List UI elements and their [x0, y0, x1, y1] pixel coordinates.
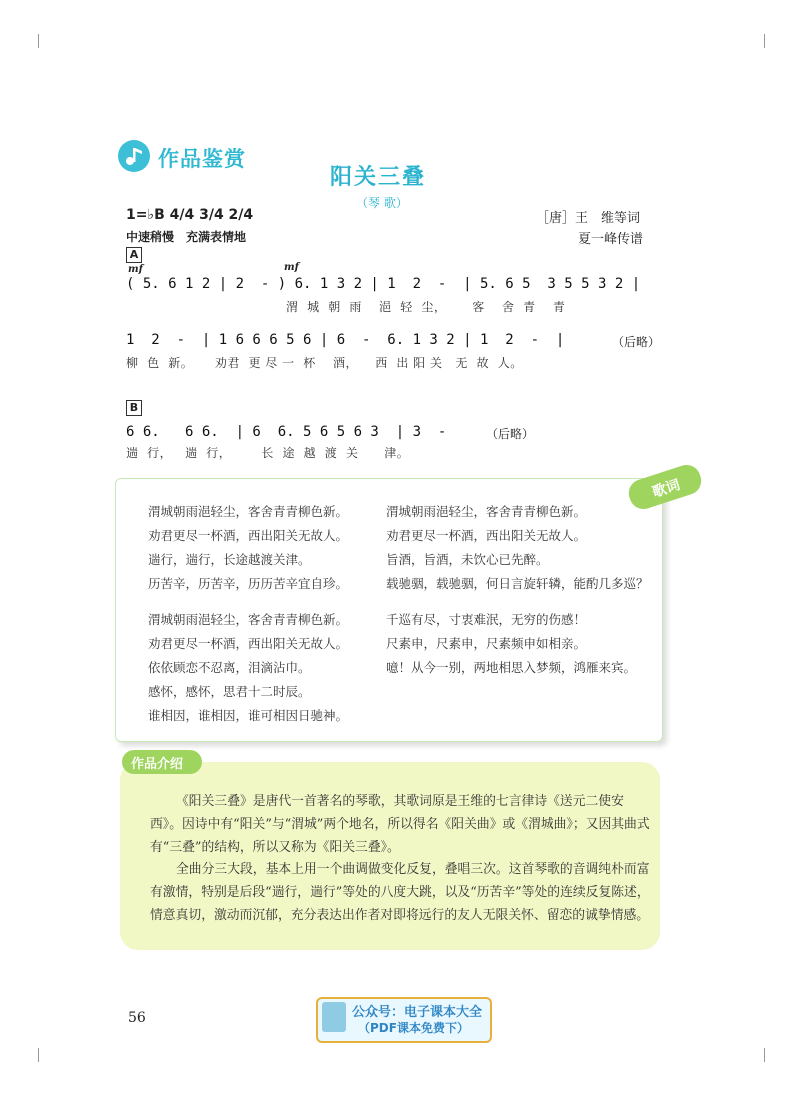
tempo-marking: 中速稍慢 充满表情地 — [126, 230, 247, 244]
lyric-line: 旨酒，旨酒，未饮心已先醉。 — [386, 552, 549, 567]
dynamic-mark: mf — [284, 262, 299, 273]
lyric-spacer — [386, 598, 649, 610]
lyric-line: 载驰骃，载驰骃，何日言旋轩辚，能酌几多巡？ — [386, 576, 649, 591]
lyric-spacer — [148, 598, 348, 610]
lyric-line: 劝君更尽一杯酒，西出阳关无故人。 — [148, 636, 349, 651]
lyric-line: 渭城朝雨浥轻尘，客舍青青柳色新。 — [148, 612, 349, 627]
lyric-line: 遄行，遄行，长途越渡关津。 — [148, 552, 311, 567]
lyrics-line-3: 遄 行， 遄 行， 长 途 越 渡 关 津。 — [126, 446, 410, 460]
notation-line-2: 1 2 - | 1 6 6 6 5 6 | 6 - 6. 1 3 2 | 1 2 - | — [126, 332, 565, 348]
notation-line-1: ( 5. 6 1 2 | 2 - ) 6. 1 3 2 | 1 2 - | 5. 6 5 3 5 5 3 2 | — [126, 276, 641, 292]
song-type: （琴 歌） — [356, 196, 408, 210]
lyrics-line-1: 渭 城 朝 雨 浥 轻 尘， 客 舍 青 青 — [286, 300, 566, 314]
lyric-line: 千巡有尽，寸衷难泯，无穷的伤感！ — [386, 612, 587, 627]
lyric-line: 依依顾恋不忍离，泪滴沾巾。 — [148, 660, 311, 675]
omitted-note: （后略） — [486, 427, 535, 441]
lyric-line: 历苦辛，历苦辛，历历苦辛宜自珍。 — [148, 576, 349, 591]
section-title: 作品鉴赏 — [158, 147, 246, 171]
lyrics-line-2: 柳 色 新。 劝君 更 尽 一 杯 酒， 西 出 阳 关 无 故 人。 — [126, 356, 523, 370]
page-number: 56 — [128, 1010, 146, 1026]
notation-line-3: 6 6. 6 6. | 6 6. 5 6 5 6 3 | 3 - — [126, 424, 447, 440]
lyric-line: 劝君更尽一杯酒，西出阳关无故人。 — [386, 528, 587, 543]
watermark-line-2: （PDF课本免费下） — [358, 1021, 469, 1035]
section-mark-a: A — [126, 247, 142, 263]
lyric-line: 噫！从今一别，两地相思入梦频，鸿雁来宾。 — [386, 660, 637, 675]
intro-paragraph-2: 全曲分三大段，基本上用一个曲调做变化反复，叠唱三次。这首琴歌的音调纯朴而富有激情，特别是后段“遄行，遄行”等处的八度大跳，以及“历苦辛”等处的连续反复陈述，情意真切，激动而沉郁，充分表达出作者对即将远行的友人无限关怀、留恋的诚挚情感。 — [150, 862, 650, 923]
book-icon — [322, 1002, 346, 1032]
lyric-line: 感怀，感怀，思君十二时辰。 — [148, 684, 311, 699]
omitted-note: （后略） — [612, 335, 661, 349]
lyrics-tab-label: 歌词 — [650, 477, 683, 501]
lyrics-column-right — [386, 502, 649, 682]
lyric-line: 渭城朝雨浥轻尘，客舍青青柳色新。 — [386, 504, 587, 519]
intro-paragraph-1: 《阳关三叠》是唐代一首著名的琴歌，其歌词原是王维的七言律诗《送元二使安西》。因诗中有“阳关”与“渭城”两个地名，所以得名《阳关曲》或《渭城曲》；又因其曲式有“三叠”的结构，所以又称为《阳关三叠》。 — [150, 794, 650, 855]
lyric-line: 尺素申，尺素申，尺素频申如相亲。 — [386, 636, 587, 651]
key-signature: 1=♭B 4/4 3/4 2/4 — [126, 207, 254, 223]
crop-mark — [764, 1048, 765, 1062]
credit-lyrics: ［唐］王 维等词 — [536, 211, 641, 226]
section-mark-b: B — [126, 400, 142, 416]
credit-notation: 夏一峰传谱 — [578, 232, 644, 247]
lyric-line: 劝君更尽一杯酒，西出阳关无故人。 — [148, 528, 349, 543]
crop-mark — [764, 34, 765, 48]
crop-mark — [38, 34, 39, 48]
lyric-line: 渭城朝雨浥轻尘，客舍青青柳色新。 — [148, 504, 349, 519]
music-note-icon — [118, 140, 150, 172]
song-title: 阳关三叠 — [330, 165, 427, 190]
intro-label: 作品介绍 — [131, 757, 184, 772]
crop-mark — [38, 1048, 39, 1062]
lyric-line: 谁相因，谁相因，谁可相因日驰神。 — [148, 708, 349, 723]
lyrics-column-left — [148, 502, 348, 730]
dynamic-mark: mf — [128, 264, 143, 275]
watermark-line-1: 公众号：电子课本大全 — [352, 1005, 483, 1020]
